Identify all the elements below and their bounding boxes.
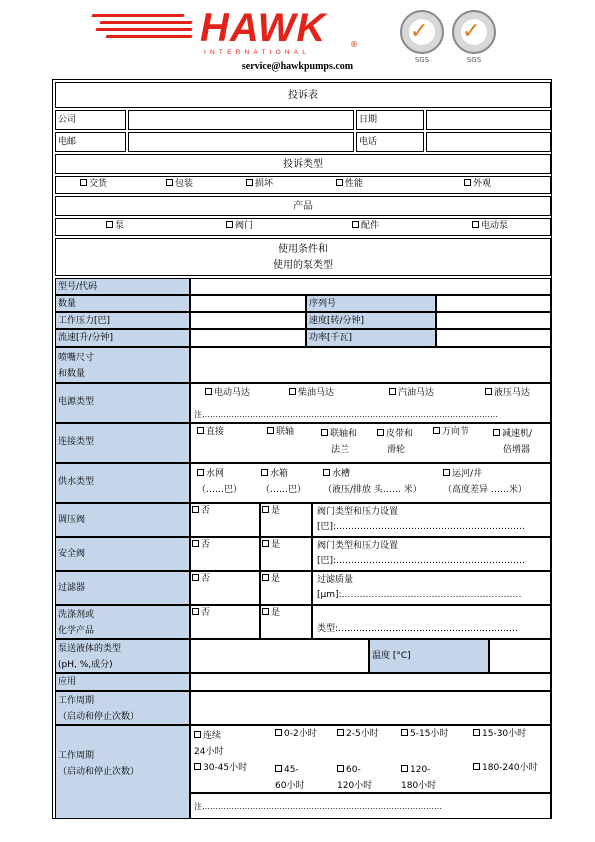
option-coupling[interactable]: 联轴 xyxy=(267,426,294,439)
email-field[interactable] xyxy=(128,132,354,152)
option-45-60h[interactable]: 45- 60小时 xyxy=(275,765,305,791)
checkbox-icon xyxy=(337,729,344,736)
checkbox-icon xyxy=(197,469,204,476)
water-supply-options xyxy=(190,463,551,503)
cycle1-field[interactable] xyxy=(190,691,551,725)
option-5-15h[interactable]: 5-15小时 xyxy=(401,728,448,741)
checkbox-icon xyxy=(321,429,328,436)
application-label: 应用 xyxy=(55,673,190,691)
regulator-yes[interactable]: 是 xyxy=(260,503,312,537)
checkbox-icon xyxy=(246,179,253,186)
cycle1-label-line1: 工作周期 xyxy=(58,696,95,706)
application-field[interactable] xyxy=(190,673,551,691)
safety-detail-line2: [巴]:……………………………………………………… xyxy=(317,556,526,566)
cycle2-options xyxy=(190,725,551,793)
checkbox-icon xyxy=(389,388,396,395)
liquid-field[interactable] xyxy=(190,639,369,673)
cycle2-label-line2: （启动和停止次数） xyxy=(58,767,140,777)
checkbox-icon xyxy=(226,221,233,228)
safety-label: 安全阀 xyxy=(55,537,190,571)
cycle2-label-line1: 工作周期 xyxy=(58,751,95,761)
speed-field[interactable] xyxy=(436,312,551,329)
phone-label: 电话 xyxy=(356,132,424,152)
serial-label: 序列号 xyxy=(306,295,436,312)
option-120-180h[interactable]: 120- 180小时 xyxy=(401,765,437,791)
model-field[interactable] xyxy=(190,278,551,295)
cycle2-label xyxy=(55,725,190,819)
option-direct[interactable]: 直接 xyxy=(197,426,224,439)
logo-swoosh xyxy=(95,28,192,31)
option-gearbox[interactable]: 减速机/ 倍增器 xyxy=(493,426,532,458)
option-hydraulic-motor[interactable]: 液压马达 xyxy=(485,387,530,400)
filter-no[interactable]: 否 xyxy=(190,571,260,605)
quantity-label: 数量 xyxy=(55,295,190,312)
filter-label: 过滤器 xyxy=(55,571,190,605)
sgs-badge-icon: ✓ SGS xyxy=(400,10,444,54)
filter-detail-line1: 过滤质量 xyxy=(317,575,354,585)
header xyxy=(0,0,595,78)
cycle1-label xyxy=(55,691,190,725)
cycle2-note[interactable]: 注……………………………………………………………………………… xyxy=(190,793,551,819)
filter-detail-line2: [μm]:…………………………………………………… xyxy=(317,590,522,600)
water-supply-label: 供水类型 xyxy=(55,463,190,503)
checkbox-icon xyxy=(80,179,87,186)
option-water-tank[interactable]: 水箱 （……巴） xyxy=(261,469,307,495)
flow-label: 流速[升/分钟] xyxy=(55,329,190,347)
pressure-field[interactable] xyxy=(190,312,306,329)
checkbox-icon xyxy=(352,221,359,228)
checkbox-icon xyxy=(205,388,212,395)
safety-yes[interactable]: 是 xyxy=(260,537,312,571)
option-coupling-flange[interactable]: 联轴和 法兰 xyxy=(321,426,357,458)
logo-swoosh xyxy=(105,35,192,38)
option-cardan[interactable]: 万向节 xyxy=(433,426,469,439)
checkbox-icon xyxy=(106,221,113,228)
form-title: 投诉表 xyxy=(55,82,551,108)
filter-detail[interactable] xyxy=(312,571,551,605)
connection-label: 连接类型 xyxy=(55,423,190,463)
option-petrol-motor[interactable]: 汽油马达 xyxy=(389,387,434,400)
power-source-options xyxy=(190,383,551,423)
logo-swoosh xyxy=(91,14,184,17)
checkbox-icon xyxy=(443,469,450,476)
option-water-trough[interactable]: 水槽 （液压/排放 头…… 米） xyxy=(323,469,422,495)
complaint-form xyxy=(52,79,552,819)
option-electric-motor[interactable]: 电动马达 xyxy=(205,387,250,400)
option-belt-pulley[interactable]: 皮带和 滑轮 xyxy=(377,426,413,458)
conditions-title xyxy=(55,238,551,276)
phone-field[interactable] xyxy=(426,132,551,152)
regulator-detail-line1: 阀门类型和压力设置 xyxy=(317,507,399,517)
checkbox-icon xyxy=(192,574,199,581)
detergent-label-line1: 洗涤剂或 xyxy=(58,610,95,620)
option-performance[interactable]: 性能 xyxy=(336,178,363,191)
badge-label: SGS xyxy=(466,56,482,64)
checkbox-icon xyxy=(337,765,344,772)
brand-sub: INTERNATIONAL xyxy=(204,49,311,56)
nozzle-label-line1: 喷嘴尺寸 xyxy=(58,353,95,363)
power-label: 功率[千瓦] xyxy=(306,329,436,347)
checkbox-icon xyxy=(262,608,269,615)
safety-detail-line1: 阀门类型和压力设置 xyxy=(317,541,399,551)
nozzle-label xyxy=(55,347,190,383)
complaint-type-title: 投诉类型 xyxy=(55,154,551,174)
option-180-240h[interactable]: 180-240小时 xyxy=(473,762,538,775)
regulator-label: 调压阀 xyxy=(55,503,190,537)
sgs-badge-icon: ✓ SGS xyxy=(452,10,496,54)
checkbox-icon xyxy=(192,506,199,513)
company-label: 公司 xyxy=(55,110,126,130)
company-field[interactable] xyxy=(128,110,354,130)
nozzle-label-line2: 和数量 xyxy=(58,369,86,379)
checkbox-icon xyxy=(261,469,268,476)
option-damage[interactable]: 损坏 xyxy=(246,178,273,191)
checkbox-icon xyxy=(194,763,201,770)
product-options xyxy=(55,218,551,236)
temperature-label: 温度 [°C] xyxy=(369,639,489,673)
checkbox-icon xyxy=(493,429,500,436)
option-packaging[interactable]: 包装 xyxy=(166,178,193,191)
option-15-30h[interactable]: 15-30小时 xyxy=(473,728,526,741)
option-pump[interactable]: 泵 xyxy=(106,220,124,233)
detergent-detail[interactable]: 类型:…………………………………………………… xyxy=(312,605,551,639)
power-field[interactable] xyxy=(436,329,551,347)
safety-no[interactable]: 否 xyxy=(190,537,260,571)
regulator-detail-line2: [巴]:……………………………………………………… xyxy=(317,522,526,532)
checkbox-icon xyxy=(323,469,330,476)
registered-mark: ® xyxy=(350,40,358,49)
checkbox-icon xyxy=(262,540,269,547)
filter-yes[interactable]: 是 xyxy=(260,571,312,605)
pressure-label: 工作压力[巴] xyxy=(55,312,190,329)
checkbox-icon xyxy=(472,221,479,228)
detergent-yes[interactable]: 是 xyxy=(260,605,312,639)
badge-label: SGS xyxy=(414,56,430,64)
date-label: 日期 xyxy=(356,110,424,130)
temperature-field[interactable] xyxy=(489,639,551,673)
option-water-mains[interactable]: 水网 （……巴） xyxy=(197,469,243,495)
detergent-label xyxy=(55,605,190,639)
product-title: 产品 xyxy=(55,196,551,216)
option-valve[interactable]: 阀门 xyxy=(226,220,253,233)
power-source-label: 电源类型 xyxy=(55,383,190,423)
regulator-detail[interactable] xyxy=(312,503,551,537)
conditions-title-line1: 使用条件和 xyxy=(278,244,328,255)
liquid-label-line1: 泵送液体的类型 xyxy=(58,644,122,654)
regulator-no[interactable]: 否 xyxy=(190,503,260,537)
safety-detail[interactable] xyxy=(312,537,551,571)
option-continuous[interactable]: 连续 24小时 xyxy=(194,731,224,757)
quantity-field[interactable] xyxy=(190,295,306,312)
checkbox-icon xyxy=(401,765,408,772)
detergent-no[interactable]: 否 xyxy=(190,605,260,639)
option-diesel-motor[interactable]: 柴油马达 xyxy=(289,387,334,400)
checkbox-icon xyxy=(289,388,296,395)
service-email[interactable]: service@hawkpumps.com xyxy=(241,61,354,72)
option-appearance[interactable]: 外观 xyxy=(464,178,491,191)
brand-name: HAWK xyxy=(200,6,327,50)
connection-options xyxy=(190,423,551,463)
cycle1-label-line2: （启动和停止次数） xyxy=(58,712,140,722)
conditions-title-line2: 使用的泵类型 xyxy=(273,260,333,271)
option-60-120h[interactable]: 60- 120小时 xyxy=(337,765,373,791)
email-label: 电邮 xyxy=(55,132,126,152)
checkbox-icon xyxy=(336,179,343,186)
serial-field[interactable] xyxy=(436,295,551,312)
liquid-label-line2: (pH, %,成分) xyxy=(58,660,113,670)
nozzle-field[interactable] xyxy=(190,347,551,383)
option-2-5h[interactable]: 2-5小时 xyxy=(337,728,379,741)
logo-swoosh xyxy=(99,21,192,24)
hawk-logo xyxy=(92,8,372,58)
date-field[interactable] xyxy=(426,110,551,130)
checkbox-icon xyxy=(485,388,492,395)
checkbox-icon xyxy=(197,427,204,434)
detergent-label-line2: 化学产品 xyxy=(58,626,95,636)
speed-label: 速度[转/分钟] xyxy=(306,312,436,329)
checkbox-icon xyxy=(166,179,173,186)
checkbox-icon xyxy=(433,427,440,434)
checkbox-icon xyxy=(275,765,282,772)
checkbox-icon xyxy=(194,731,201,738)
liquid-label xyxy=(55,639,190,673)
checkbox-icon xyxy=(192,540,199,547)
option-electric-pump[interactable]: 电动泵 xyxy=(472,220,508,233)
option-0-2h[interactable]: 0-2小时 xyxy=(275,728,317,741)
checkbox-icon xyxy=(401,729,408,736)
flow-field[interactable] xyxy=(190,329,306,347)
checkbox-icon xyxy=(473,729,480,736)
option-delivery[interactable]: 交货 xyxy=(80,178,107,191)
checkbox-icon xyxy=(262,574,269,581)
checkbox-icon xyxy=(473,763,480,770)
option-canal-well[interactable]: 运河/井 （高度差异 ……米） xyxy=(443,469,527,495)
power-source-note[interactable]: 注………………………………………………………………………………………………… xyxy=(194,410,498,419)
option-accessory[interactable]: 配件 xyxy=(352,220,379,233)
checkbox-icon xyxy=(464,179,471,186)
option-30-45h[interactable]: 30-45小时 xyxy=(194,762,247,775)
model-label: 型号/代码 xyxy=(55,278,190,295)
checkbox-icon xyxy=(262,506,269,513)
checkbox-icon xyxy=(275,729,282,736)
checkbox-icon xyxy=(377,429,384,436)
complaint-type-options xyxy=(55,176,551,194)
checkbox-icon xyxy=(267,427,274,434)
checkbox-icon xyxy=(192,608,199,615)
